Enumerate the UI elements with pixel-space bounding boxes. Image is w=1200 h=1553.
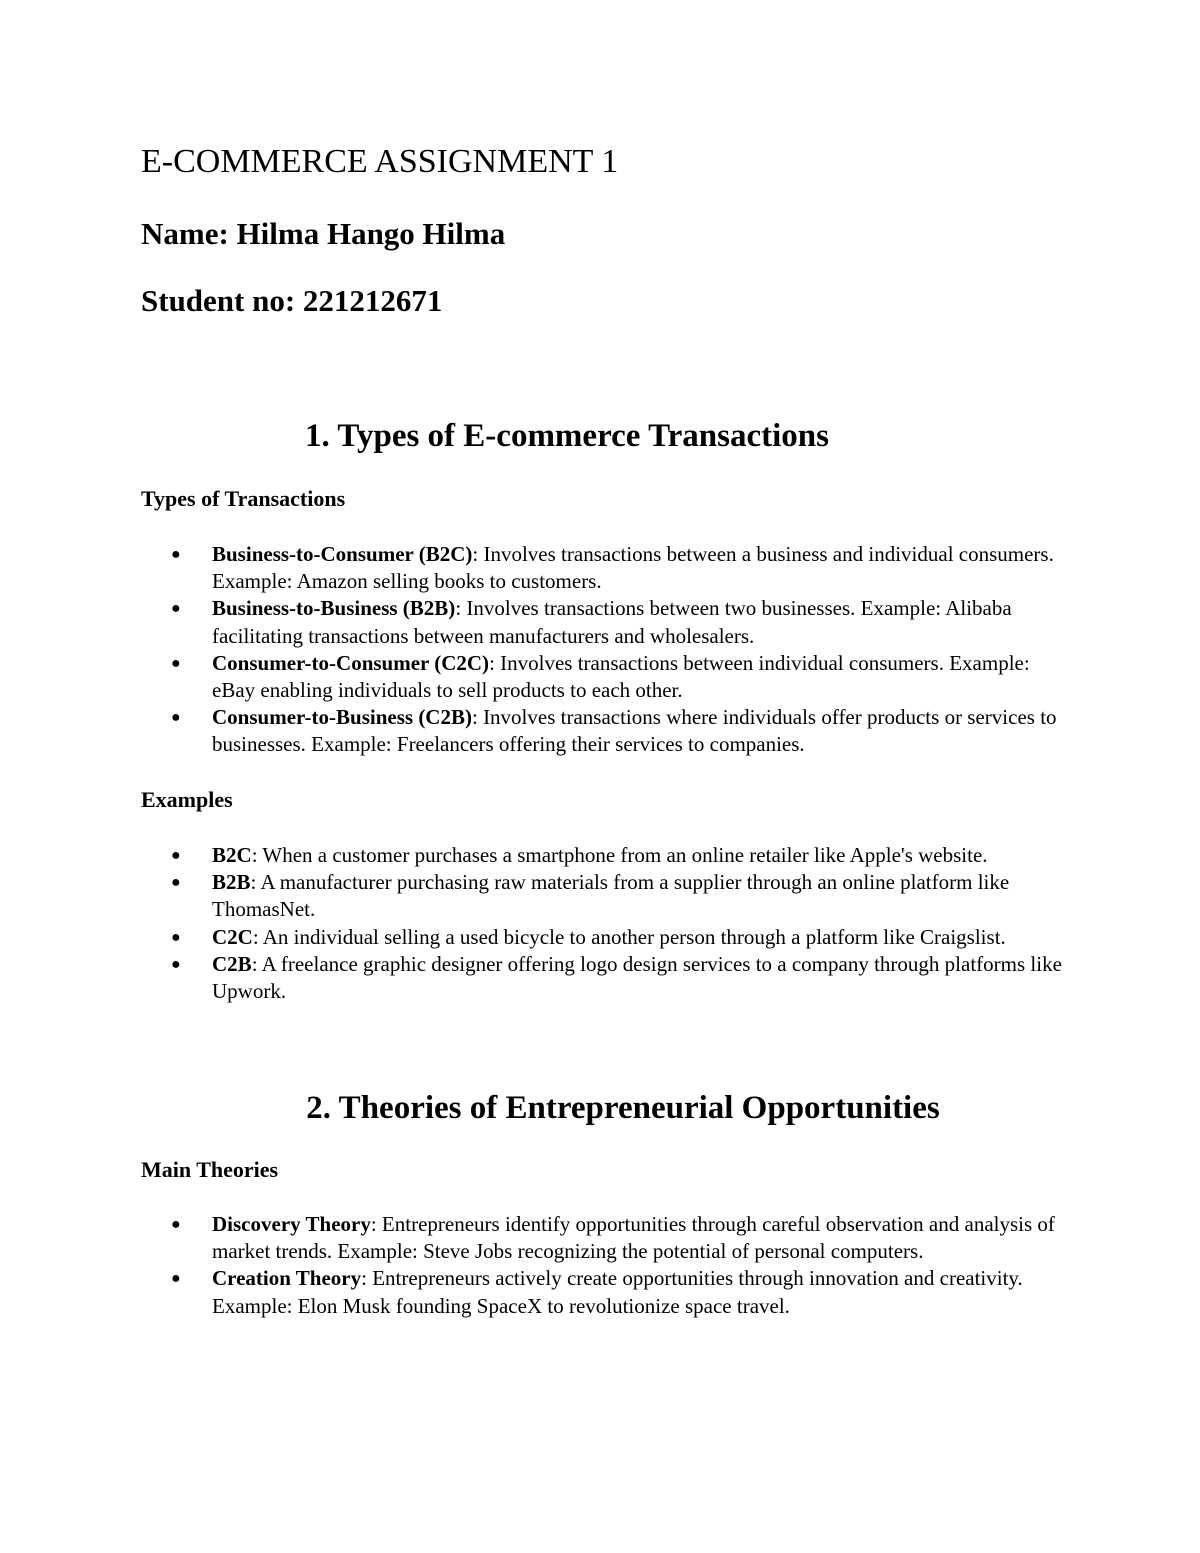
list-item [171,595,1071,649]
list-item [171,1211,1071,1265]
bullet-icon: ● [171,874,181,892]
list-item-term: Business-to-Consumer (B2C) [212,542,473,566]
list-item [171,869,1071,923]
bullet-icon: ● [171,1216,181,1233]
list-item [171,1265,1071,1319]
list-item-text: : An individual selling a used bicycle to another person through a platform like Craigslist. [252,924,1006,949]
list-item-text: : Involves transactions where individuals offer products or services to businesses. Example: Freelancers offering their services to companies. [212,705,1057,757]
bullet-icon: ● [171,654,181,672]
list-item-term: B2B [212,870,251,895]
list-item-text: : Entrepreneurs identify opportunities through careful observation and analysis of market trends. Example: Steve Jobs recognizing the potential of personal computers. [212,1212,1055,1264]
list-item [171,924,1071,951]
student-number: Student no: 221212671 [141,283,443,318]
list-item-term: B2C [212,843,252,867]
theories-subheading: Main Theories [141,1157,279,1182]
student-name: Name: Hilma Hango Hilma [141,216,506,251]
types-list [171,541,1071,759]
list-item [171,541,1071,595]
document-title: E-COMMERCE ASSIGNMENT 1 [141,143,619,180]
list-item-term: Consumer-to-Business (C2B) [212,705,472,730]
theories-list [171,1211,1071,1320]
list-item-text: : When a customer purchases a smartphone from an online retailer like Apple's website. [251,843,988,867]
list-item-text: : Entrepreneurs actively create opportunities through innovation and creativity. Example: Elon Musk founding SpaceX to revolutionize space travel. [212,1266,1023,1318]
bullet-icon: ● [171,1270,181,1288]
bullet-icon: ● [171,546,181,563]
types-subheading: Types of Transactions [141,486,346,511]
list-item-term: Discovery Theory [212,1212,371,1236]
list-item-text: : Involves transactions between a business and individual consumers. Example: Amazon selling books to customers. [212,542,1054,594]
list-item [171,650,1071,704]
list-item [171,951,1071,1005]
list-item [171,842,1071,869]
list-item-term: Business-to-Business (B2B) [212,596,456,621]
bullet-icon: ● [171,600,181,618]
bullet-icon: ● [171,955,181,973]
bullet-icon: ● [171,709,181,727]
list-item-term: Creation Theory [212,1266,362,1291]
list-item-term: Consumer-to-Consumer (C2C) [212,650,490,675]
section-1-heading: 1. Types of E-commerce Transactions [305,418,829,454]
examples-subheading: Examples [141,787,233,812]
section-2-heading: 2. Theories of Entrepreneurial Opportunities [306,1090,940,1126]
bullet-icon: ● [171,847,181,864]
examples-list [171,842,1071,1005]
list-item [171,704,1071,758]
list-item-text: : Involves transactions between individual consumers. Example: eBay enabling individuals to sell products to each other. [212,650,1030,703]
list-item-term: C2C [212,924,253,949]
list-item-text: : A manufacturer purchasing raw materials from a supplier through an online platform like ThomasNet. [212,870,1010,922]
list-item-text: : A freelance graphic designer offering logo design services to a company through platforms like Upwork. [212,951,1062,1004]
list-item-term: C2B [212,951,252,976]
list-item-text: : Involves transactions between two businesses. Example: Alibaba facilitating transactions between manufacturers and wholesalers. [212,596,1012,648]
bullet-icon: ● [171,928,181,946]
